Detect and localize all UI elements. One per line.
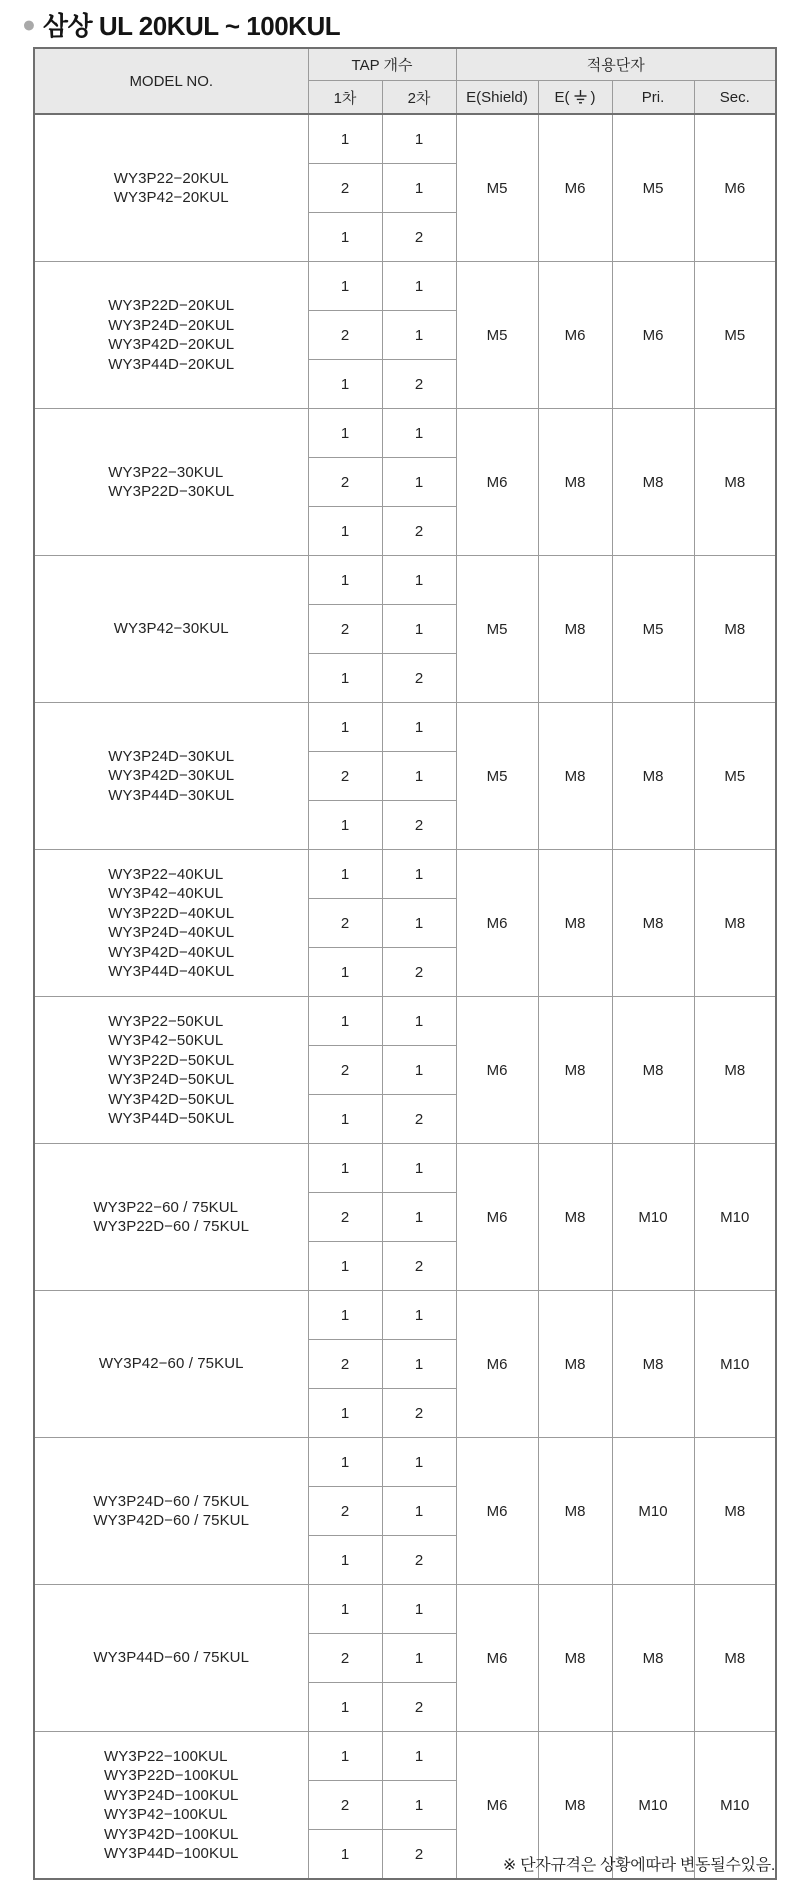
terminal-size: M10: [612, 1144, 694, 1291]
tap-primary-count: 1: [308, 114, 382, 164]
tap-primary-count: 1: [308, 850, 382, 899]
model-no: WY3P42−20KUL: [113, 189, 229, 206]
tap-secondary-count: 2: [382, 948, 456, 997]
tap-secondary-count: 1: [382, 1781, 456, 1830]
terminal-size: M6: [612, 262, 694, 409]
tap-secondary-count: 2: [382, 360, 456, 409]
terminal-size: M8: [694, 1585, 776, 1732]
terminal-size: M8: [694, 409, 776, 556]
page-title: 삼상 UL 20KUL ~ 100KUL: [42, 11, 341, 41]
page-title-row: [22, 6, 340, 43]
model-no: WY3P24D−60 / 75KUL: [93, 1492, 250, 1510]
column-header-sec: Sec.: [694, 81, 776, 115]
tap-secondary-count: 2: [382, 654, 456, 703]
tap-secondary-count: 1: [382, 311, 456, 360]
model-no: WY3P22−20KUL: [113, 169, 229, 187]
terminal-size: M5: [456, 114, 538, 262]
terminal-size: M6: [538, 262, 612, 409]
tap-primary-count: 2: [308, 311, 382, 360]
terminal-size: M8: [694, 997, 776, 1144]
tap-secondary-count: 2: [382, 1095, 456, 1144]
tap-secondary-count: 1: [382, 1193, 456, 1242]
model-no: WY3P44D−60 / 75KUL: [93, 1649, 250, 1667]
terminal-size: M8: [538, 556, 612, 703]
model-list: [114, 169, 229, 208]
tap-secondary-count: 2: [382, 1536, 456, 1585]
tap-secondary-count: 1: [382, 114, 456, 164]
spec-table: [33, 47, 777, 1880]
model-no: WY3P44D−40KUL: [108, 963, 235, 980]
model-cell: [34, 114, 308, 262]
model-no: WY3P22−60 / 75KUL: [93, 1198, 239, 1216]
terminal-size: M8: [694, 850, 776, 997]
tap-primary-count: 1: [308, 1389, 382, 1438]
model-cell: [34, 997, 308, 1144]
terminal-size: M5: [456, 556, 538, 703]
model-no: WY3P44D−30KUL: [108, 786, 235, 804]
model-no: WY3P42−60 / 75KUL: [98, 1355, 244, 1373]
model-no: WY3P42D−100KUL: [104, 1825, 239, 1843]
tap-primary-count: 1: [308, 409, 382, 458]
terminal-size: M6: [456, 1144, 538, 1291]
model-list: [93, 1198, 249, 1237]
model-list: [108, 296, 234, 374]
tap-primary-count: 1: [308, 1683, 382, 1732]
terminal-size: M8: [538, 1438, 612, 1585]
model-list: [114, 619, 229, 639]
model-no: WY3P24D−50KUL: [108, 1071, 235, 1088]
tap-secondary-count: 1: [382, 164, 456, 213]
model-no: WY3P24D−30KUL: [108, 747, 235, 765]
e-ground-prefix: E(: [554, 88, 570, 106]
tap-secondary-count: 1: [382, 850, 456, 899]
column-header-terminal-group: 적용단자: [456, 48, 776, 81]
model-list: [99, 1354, 244, 1374]
tap-primary-count: 1: [308, 1830, 382, 1880]
model-no: WY3P22−40KUL: [108, 865, 224, 883]
e-ground-suffix: ): [590, 88, 596, 106]
model-cell: [34, 850, 308, 997]
tap-primary-count: 1: [308, 997, 382, 1046]
terminal-size: M5: [694, 703, 776, 850]
tap-primary-count: 2: [308, 164, 382, 213]
footnote: ※ 단자규격은 상황에따라 변동될수있음.: [502, 1857, 775, 1874]
tap-secondary-count: 1: [382, 1585, 456, 1634]
model-cell: [34, 409, 308, 556]
terminal-size: M6: [538, 114, 612, 262]
terminal-size: M8: [612, 997, 694, 1144]
model-cell: [34, 1585, 308, 1732]
model-no: WY3P22D−60 / 75KUL: [93, 1218, 250, 1235]
model-no: WY3P22D−100KUL: [104, 1767, 239, 1784]
terminal-size: M8: [538, 997, 612, 1144]
model-cell: [34, 556, 308, 703]
terminal-size: M8: [612, 850, 694, 997]
terminal-size: M8: [538, 409, 612, 556]
tap-primary-count: 1: [308, 1291, 382, 1340]
model-no: WY3P42D−20KUL: [108, 336, 235, 353]
tap-primary-count: 2: [308, 1046, 382, 1095]
tap-primary-count: 1: [308, 1536, 382, 1585]
tap-primary-count: 1: [308, 1732, 382, 1781]
model-no: WY3P42−100KUL: [104, 1806, 228, 1823]
model-list: [108, 463, 234, 502]
tap-secondary-count: 1: [382, 1340, 456, 1389]
model-no: WY3P22−100KUL: [104, 1747, 228, 1765]
tap-secondary-count: 1: [382, 1732, 456, 1781]
model-no: WY3P42−30KUL: [113, 620, 229, 638]
tap-primary-count: 2: [308, 1487, 382, 1536]
tap-secondary-count: 1: [382, 899, 456, 948]
model-list: [93, 1648, 249, 1668]
terminal-size: M8: [538, 1144, 612, 1291]
tap-primary-count: 2: [308, 458, 382, 507]
model-cell: [34, 262, 308, 409]
tap-secondary-count: 1: [382, 1487, 456, 1536]
model-list: [93, 1492, 249, 1531]
tap-primary-count: 1: [308, 703, 382, 752]
model-list: [104, 1747, 238, 1864]
model-no: WY3P44D−50KUL: [108, 1110, 235, 1127]
tap-secondary-count: 1: [382, 1046, 456, 1095]
terminal-size: M8: [538, 1585, 612, 1732]
tap-secondary-count: 2: [382, 507, 456, 556]
model-no: WY3P22−50KUL: [108, 1012, 224, 1030]
tap-secondary-count: 1: [382, 703, 456, 752]
column-header-tap-primary: 1차: [308, 81, 382, 115]
terminal-size: M8: [538, 850, 612, 997]
terminal-size: M6: [456, 1438, 538, 1585]
tap-secondary-count: 2: [382, 1242, 456, 1291]
tap-primary-count: 1: [308, 948, 382, 997]
model-no: WY3P22D−20KUL: [108, 297, 235, 314]
tap-primary-count: 1: [308, 1242, 382, 1291]
terminal-size: M8: [612, 703, 694, 850]
tap-secondary-count: 1: [382, 1438, 456, 1487]
tap-secondary-count: 1: [382, 605, 456, 654]
model-cell: [34, 703, 308, 850]
model-list: [108, 1012, 234, 1129]
column-header-model: MODEL NO.: [34, 48, 308, 114]
terminal-size: M10: [612, 1732, 694, 1880]
terminal-size: M10: [694, 1144, 776, 1291]
tap-secondary-count: 1: [382, 262, 456, 311]
tap-primary-count: 1: [308, 507, 382, 556]
model-list: [108, 865, 234, 982]
tap-primary-count: 2: [308, 1781, 382, 1830]
column-header-e-ground: [538, 81, 612, 115]
terminal-size: M6: [694, 114, 776, 262]
tap-primary-count: 1: [308, 556, 382, 605]
terminal-size: M5: [612, 556, 694, 703]
model-no: WY3P24D−100KUL: [104, 1786, 239, 1804]
terminal-size: M8: [694, 556, 776, 703]
earth-ground-icon: [573, 90, 588, 104]
model-no: WY3P42D−30KUL: [108, 767, 235, 785]
model-no: WY3P44D−20KUL: [108, 355, 235, 373]
tap-primary-count: 1: [308, 1438, 382, 1487]
model-no: WY3P24D−20KUL: [108, 316, 235, 334]
model-no: WY3P44D−100KUL: [104, 1845, 239, 1862]
section-bullet-icon: ●: [22, 11, 36, 37]
model-no: WY3P42−40KUL: [108, 885, 224, 902]
tap-primary-count: 2: [308, 752, 382, 801]
tap-secondary-count: 2: [382, 1830, 456, 1880]
column-header-tap-group: TAP 개수: [308, 48, 456, 81]
terminal-size: M8: [538, 703, 612, 850]
model-no: WY3P42D−60 / 75KUL: [93, 1512, 250, 1529]
terminal-size: M10: [694, 1291, 776, 1438]
tap-primary-count: 1: [308, 654, 382, 703]
model-cell: [34, 1144, 308, 1291]
tap-secondary-count: 1: [382, 1144, 456, 1193]
tap-primary-count: 1: [308, 262, 382, 311]
tap-secondary-count: 1: [382, 997, 456, 1046]
model-no: WY3P22−30KUL: [108, 463, 224, 481]
tap-secondary-count: 1: [382, 458, 456, 507]
tap-primary-count: 2: [308, 1340, 382, 1389]
terminal-size: M8: [694, 1438, 776, 1585]
terminal-size: M6: [456, 1291, 538, 1438]
tap-primary-count: 1: [308, 1144, 382, 1193]
model-no: WY3P22D−50KUL: [108, 1051, 235, 1069]
model-no: WY3P42−50KUL: [108, 1032, 224, 1049]
column-header-pri: Pri.: [612, 81, 694, 115]
model-cell: [34, 1438, 308, 1585]
model-no: WY3P24D−40KUL: [108, 924, 235, 941]
terminal-size: M5: [456, 262, 538, 409]
model-no: WY3P22D−40KUL: [108, 904, 235, 922]
tap-primary-count: 1: [308, 1585, 382, 1634]
terminal-size: M5: [456, 703, 538, 850]
tap-primary-count: 2: [308, 899, 382, 948]
tap-secondary-count: 2: [382, 1683, 456, 1732]
model-no: WY3P22D−30KUL: [108, 483, 235, 500]
terminal-size: M10: [694, 1732, 776, 1880]
column-header-e-shield: E(Shield): [456, 81, 538, 115]
tap-secondary-count: 1: [382, 752, 456, 801]
tap-primary-count: 2: [308, 605, 382, 654]
terminal-size: M6: [456, 409, 538, 556]
terminal-size: M6: [456, 1732, 538, 1880]
tap-primary-count: 1: [308, 1095, 382, 1144]
terminal-size: M6: [456, 1585, 538, 1732]
terminal-size: M8: [538, 1291, 612, 1438]
terminal-size: M8: [538, 1732, 612, 1880]
model-no: WY3P42D−50KUL: [108, 1090, 235, 1108]
terminal-size: M5: [612, 114, 694, 262]
terminal-size: M5: [694, 262, 776, 409]
terminal-size: M8: [612, 1291, 694, 1438]
terminal-size: M8: [612, 1585, 694, 1732]
tap-secondary-count: 1: [382, 1634, 456, 1683]
tap-primary-count: 2: [308, 1193, 382, 1242]
terminal-size: M10: [612, 1438, 694, 1585]
tap-secondary-count: 1: [382, 556, 456, 605]
tap-primary-count: 1: [308, 801, 382, 850]
column-header-tap-secondary: 2차: [382, 81, 456, 115]
model-list: [108, 747, 234, 806]
model-no: WY3P42D−40KUL: [108, 943, 235, 961]
tap-secondary-count: 1: [382, 1291, 456, 1340]
model-cell: [34, 1291, 308, 1438]
tap-primary-count: 2: [308, 1634, 382, 1683]
tap-secondary-count: 1: [382, 409, 456, 458]
terminal-size: M8: [612, 409, 694, 556]
tap-secondary-count: 2: [382, 1389, 456, 1438]
tap-primary-count: 1: [308, 360, 382, 409]
tap-secondary-count: 2: [382, 801, 456, 850]
tap-primary-count: 1: [308, 213, 382, 262]
terminal-size: M6: [456, 850, 538, 997]
terminal-size: M6: [456, 997, 538, 1144]
tap-secondary-count: 2: [382, 213, 456, 262]
